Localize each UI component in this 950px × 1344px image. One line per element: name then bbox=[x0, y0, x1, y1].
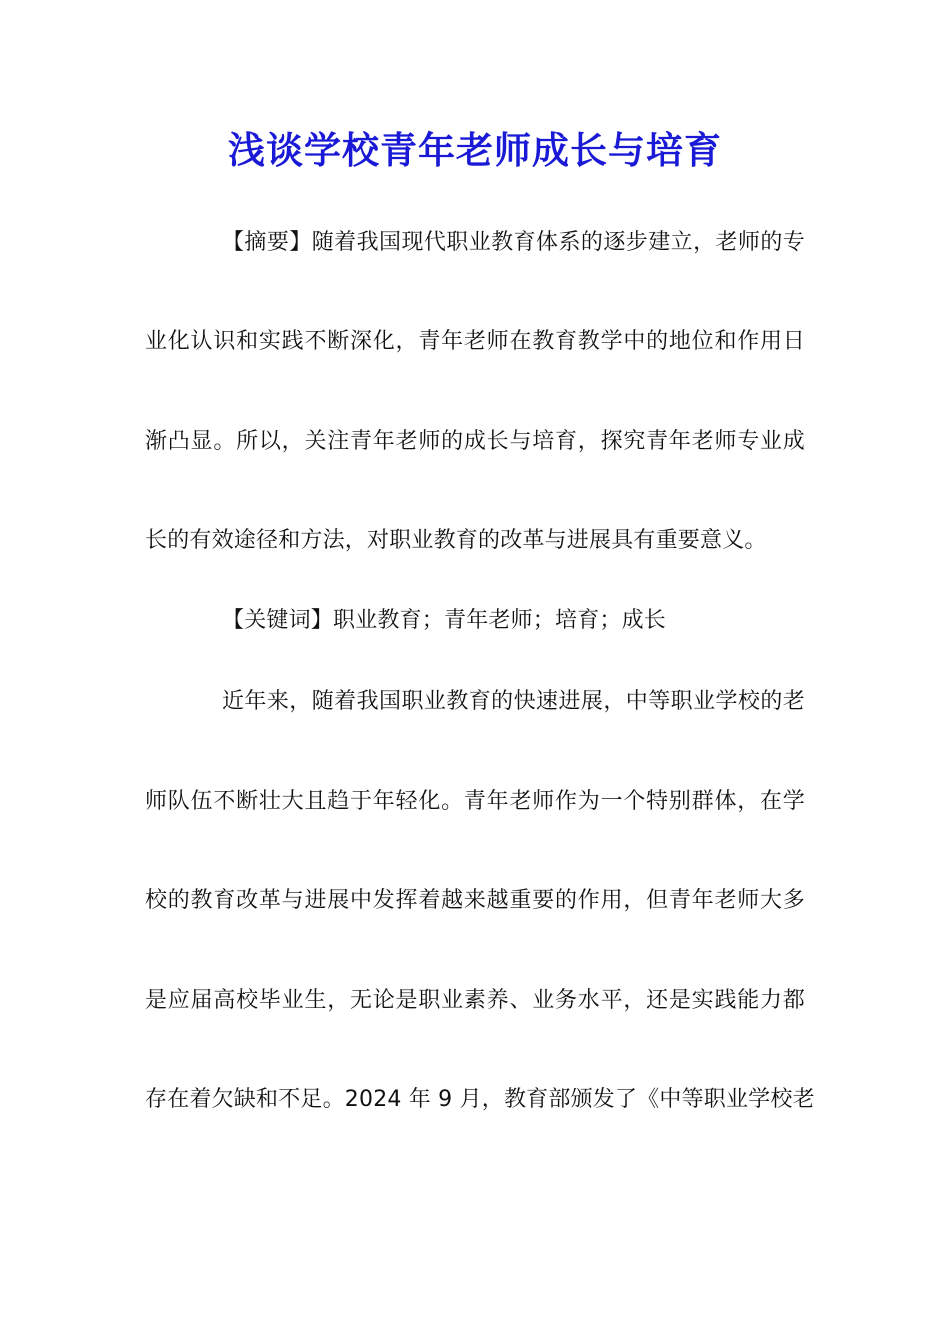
body-line-5: 存在着欠缺和不足。2024 年 9 月，教育部颁发了《中等职业学校老 bbox=[145, 1087, 815, 1112]
abstract-line-3: 渐凸显。所以，关注青年老师的成长与培育，探究青年老师专业成 bbox=[145, 429, 805, 454]
abstract-line-2: 业化认识和实践不断深化，青年老师在教育教学中的地位和作用日 bbox=[145, 329, 805, 354]
abstract-line-4: 长的有效途径和方法，对职业教育的改革与进展具有重要意义。 bbox=[145, 528, 767, 553]
body-line-4: 是应届高校毕业生，无论是职业素养、业务水平，还是实践能力都 bbox=[145, 988, 805, 1013]
body-line-3: 校的教育改革与进展中发挥着越来越重要的作用，但青年老师大多 bbox=[145, 888, 805, 913]
keywords-line: 【关键词】职业教育；青年老师；培育；成长 bbox=[222, 608, 667, 633]
document-title: 浅谈学校青年老师成长与培育 bbox=[228, 128, 722, 172]
body-line-2: 师队伍不断壮大且趋于年轻化。青年老师作为一个特别群体，在学 bbox=[145, 789, 805, 814]
abstract-line-1: 【摘要】随着我国现代职业教育体系的逐步建立，老师的专 bbox=[222, 230, 805, 255]
body-line-1: 近年来，随着我国职业教育的快速进展，中等职业学校的老 bbox=[222, 689, 805, 714]
